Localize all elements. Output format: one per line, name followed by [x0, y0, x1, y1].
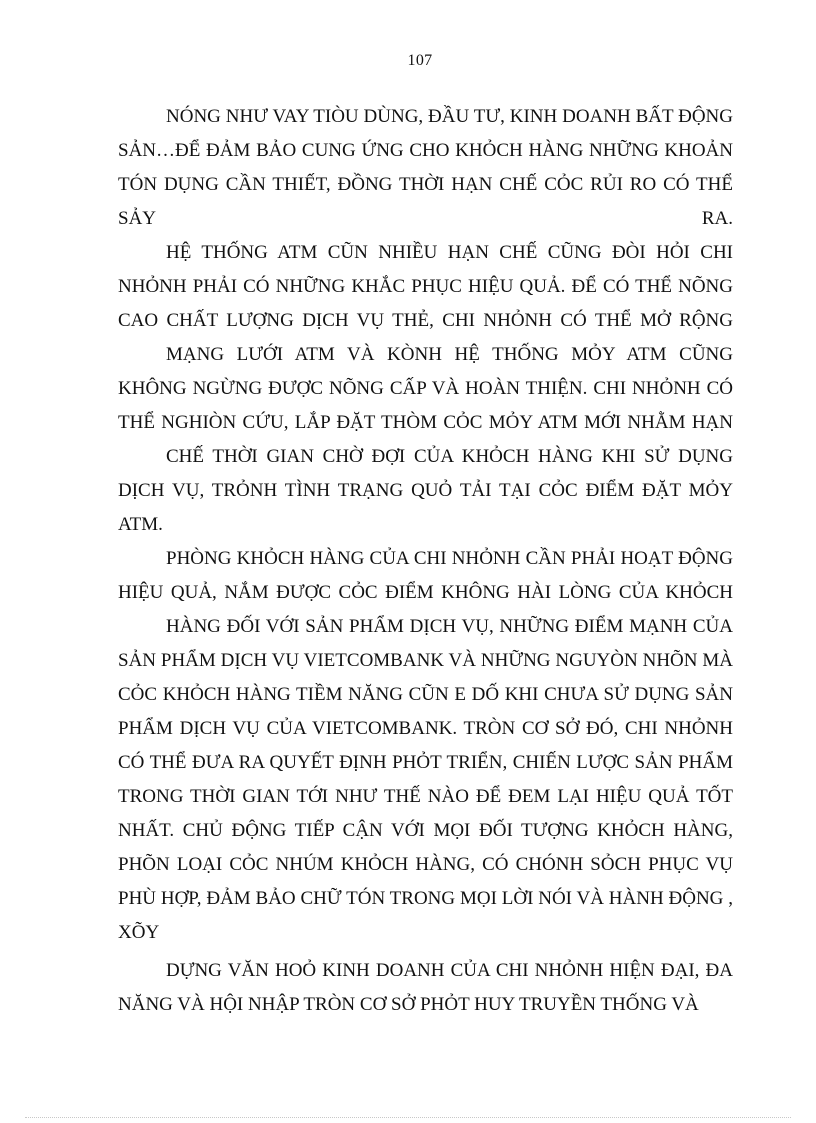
text-fragment: SẢY [118, 208, 157, 229]
text-line: XÕY [118, 922, 160, 943]
text-line: CHẾ THỜI GIAN CHỜ ĐỢI CỦA KHỎCH HÀNG KHI SỬ DỤNG [166, 446, 733, 467]
text-line: PHẨM DỊCH VỤ CỦA VIETCOMBANK. TRÒN CƠ SỞ ĐÓ, CHI NHỎNH [118, 718, 733, 739]
text-line: PHÙ HỢP, ĐẢM BẢO CHỮ TÓN TRONG MỌI LỜI NÓI VÀ HÀNH ĐỘNG , [118, 888, 733, 909]
text-line [118, 202, 733, 236]
text-line: HÀNG ĐỐI VỚI SẢN PHẨM DỊCH VỤ, NHỮNG ĐIỂM MẠNH CỦA [166, 616, 733, 637]
text-line: NĂNG VÀ HỘI NHẬP TRÒN CƠ SỞ PHỎT HUY TRUYỀN THỐNG VÀ [118, 994, 699, 1015]
footer-divider [25, 1117, 791, 1118]
text-line: MẠNG LƯỚI ATM VÀ KÒNH HỆ THỐNG MỎY ATM CŨNG [166, 344, 733, 365]
text-line: DỰNG VĂN HOỎ KINH DOANH CỦA CHI NHỎNH HIỆN ĐẠI, ĐA [166, 960, 733, 981]
text-line: DỊCH VỤ, TRỎNH TÌNH TRẠNG QUỎ TẢI TẠI CỎC ĐIỂM ĐẶT MỎY [118, 480, 733, 501]
text-line: PHÕN LOẠI CỎC NHÚM KHỎCH HÀNG, CÓ CHÓNH SỎCH PHỤC VỤ [118, 854, 733, 875]
text-line: SẢN PHẨM DỊCH VỤ VIETCOMBANK VÀ NHỮNG NGUYÒN NHÕN MÀ [118, 650, 733, 671]
text-line: CỎC KHỎCH HÀNG TIỀM NĂNG CŨN E DỐ KHI CHƯA SỬ DỤNG SẢN [118, 684, 733, 705]
text-fragment: RA. [701, 208, 733, 229]
text-line: TRONG THỜI GIAN TỚI NHƯ THẾ NÀO ĐỂ ĐEM LẠI HIỆU QUẢ TỐT [118, 786, 733, 807]
text-line: NHẤT. CHỦ ĐỘNG TIẾP CẬN VỚI MỌI ĐỐI TƯỢNG KHỎCH HÀNG, [118, 820, 733, 841]
text-line: TÓN DỤNG CẦN THIẾT, ĐỒNG THỜI HẠN CHẾ CỎC RỦI RO CÓ THỂ [118, 174, 733, 195]
text-line: CAO CHẤT LƯỢNG DỊCH VỤ THẺ, CHI NHỎNH CÓ THỂ MỞ RỘNG [118, 310, 733, 331]
page-number: 107 [407, 52, 433, 69]
text-line: ATM. [118, 514, 163, 535]
text-line: THỂ NGHIÒN CỨU, LẮP ĐẶT THÒM CỎC MỎY ATM MỚI NHẰM HẠN [118, 412, 733, 433]
text-line: NHỎNH PHẢI CÓ NHỮNG KHẮC PHỤC HIỆU QUẢ. ĐỂ CÓ THỂ NÕNG [118, 276, 733, 297]
text-line: KHÔNG NGỪNG ĐƯỢC NÕNG CẤP VÀ HOÀN THIỆN. CHI NHỎNH CÓ [118, 378, 733, 399]
text-line: HIỆU QUẢ, NẮM ĐƯỢC CỎC ĐIỂM KHÔNG HÀI LÒNG CỦA KHỎCH [118, 582, 733, 603]
text-line: CÓ THỂ ĐƯA RA QUYẾT ĐỊNH PHỎT TRIỂN, CHIẾN LƯỢC SẢN PHẨM [118, 752, 733, 773]
text-line: NÓNG NHƯ VAY TIÒU DÙNG, ĐẦU TƯ, KINH DOANH BẤT ĐỘNG [166, 106, 733, 127]
text-line: PHÒNG KHỎCH HÀNG CỦA CHI NHỎNH CẦN PHẢI HOẠT ĐỘNG [166, 548, 733, 569]
text-line: HỆ THỐNG ATM CŨN NHIỀU HẠN CHẾ CŨNG ĐÒI HỎI CHI [166, 242, 733, 263]
text-line: SẢN…ĐỂ ĐẢM BẢO CUNG ỨNG CHO KHỎCH HÀNG NHỮNG KHOẢN [118, 140, 733, 161]
